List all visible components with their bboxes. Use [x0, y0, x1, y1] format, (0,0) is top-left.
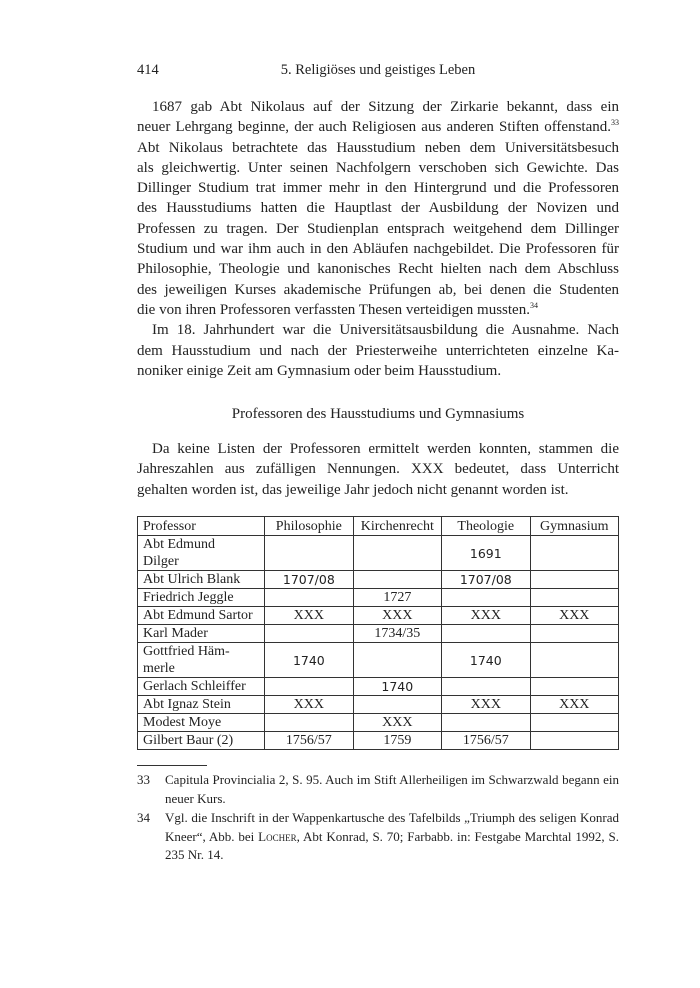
- footnote-number: 33: [137, 772, 150, 787]
- philosophie-cell: [265, 625, 353, 643]
- author-name: Locher: [258, 828, 297, 844]
- page-number: 414: [137, 62, 159, 78]
- text-line: Philosophie, Theologie und kanonisches Recht hielten nach dem Abschluss: [137, 261, 619, 278]
- kirchenrecht-cell: 1759: [353, 732, 441, 750]
- professor-name: Gilbert Baur (2): [138, 732, 265, 750]
- text-line: des Hausstudiums hatten die Hauptlast der Ausbildung der Novizen und: [137, 200, 619, 217]
- gymnasium-cell: [530, 589, 618, 607]
- professor-name: Karl Mader: [138, 625, 265, 643]
- theologie-cell: [442, 589, 530, 607]
- text-line: als gleichwertig. Unter seinen Nachfolgern verschoben sich Gewichte. Das: [137, 159, 619, 176]
- kirchenrecht-cell: [353, 643, 441, 678]
- section-subheading: Professoren des Hausstudiums und Gymnasiums: [231, 406, 525, 422]
- table-body: [138, 536, 619, 750]
- paragraph-2: [137, 320, 619, 381]
- kirchenrecht-cell: [353, 571, 441, 589]
- footnote-33: [137, 771, 619, 808]
- column-header: Gymnasium: [530, 517, 618, 536]
- theologie-cell: XXX: [442, 607, 530, 625]
- philosophie-cell: 1756/57: [265, 732, 353, 750]
- philosophie-cell: [265, 714, 353, 732]
- gymnasium-cell: [530, 714, 618, 732]
- intro-paragraph: [137, 439, 619, 500]
- footnote-ref-33[interactable]: 33: [611, 118, 619, 128]
- table-row: [138, 607, 619, 625]
- body-text: [137, 97, 619, 381]
- philosophie-cell: [265, 589, 353, 607]
- theologie-cell: 1756/57: [442, 732, 530, 750]
- professor-name: Abt Ulrich Blank: [138, 571, 265, 589]
- professor-name: Abt Edmund Dilger: [138, 536, 265, 571]
- text-line: 1687 gab Abt Nikolaus auf der Sitzung der Zirkarie bekannt, dass ein: [152, 99, 619, 115]
- text-line: noniker einige Zeit am Gymnasium oder beim Hausstudium.: [137, 362, 502, 379]
- theologie-cell: [442, 678, 530, 696]
- footnote-ref-34[interactable]: 34: [529, 300, 538, 310]
- professor-name: Gerlach Schleiffer: [138, 678, 265, 696]
- philosophie-cell: 1740: [265, 643, 353, 678]
- text-line: die von ihren Professoren verfassten Thesen verteidigen mussten.$^{34}$: [137, 300, 538, 318]
- gymnasium-cell: [530, 643, 618, 678]
- table-row: [138, 643, 619, 678]
- philosophie-cell: XXX: [265, 696, 353, 714]
- professor-name: Abt Ignaz Stein: [138, 696, 265, 714]
- column-header: Philosophie: [265, 517, 353, 536]
- professor-name: Friedrich Jeggle: [138, 589, 265, 607]
- gymnasium-cell: XXX: [530, 607, 618, 625]
- paragraph-1: [137, 97, 619, 320]
- table-header-row: [138, 517, 619, 536]
- text-line: dem Hausstudium und nach der Priesterweihe unterrichteten einzelne Ka-: [137, 342, 619, 359]
- text-line: Dillinger Studium trat immer mehr in den Hintergrund und die Professoren: [137, 180, 619, 197]
- kirchenrecht-cell: 1740: [353, 678, 441, 696]
- footnotes: [137, 771, 619, 866]
- section-title: 5. Religiöses und geistiges Leben: [280, 62, 476, 78]
- theologie-cell: 1691: [442, 536, 530, 571]
- professor-name: Modest Moye: [138, 714, 265, 732]
- philosophie-cell: XXX: [265, 607, 353, 625]
- theologie-cell: 1707/08: [442, 571, 530, 589]
- professor-name: Abt Edmund Sartor: [138, 607, 265, 625]
- text-line: gehalten worden ist, das jeweilige Jahr jedoch nicht genannt worden ist.: [137, 481, 569, 498]
- footnote-number: 34: [137, 810, 150, 825]
- theologie-cell: [442, 714, 530, 732]
- kirchenrecht-cell: 1734/35: [353, 625, 441, 643]
- gymnasium-cell: [530, 732, 618, 750]
- table-row: [138, 571, 619, 589]
- text-line: Professen zu tragen. Der Studienplan entsprach weitgehend dem Dillinger: [137, 220, 619, 237]
- table-row: [138, 625, 619, 643]
- table-row: [138, 732, 619, 750]
- gymnasium-cell: [530, 571, 618, 589]
- gymnasium-cell: XXX: [530, 696, 618, 714]
- text-line: Abt Nikolaus betrachtete das Hausstudium neben dem Universitätsbesuch: [137, 139, 619, 156]
- professors-table: [137, 516, 619, 750]
- professor-name: Gottfried Häm- merle: [138, 643, 265, 678]
- theologie-cell: XXX: [442, 696, 530, 714]
- philosophie-cell: [265, 678, 353, 696]
- table-row: [138, 536, 619, 571]
- philosophie-cell: [265, 536, 353, 571]
- kirchenrecht-cell: [353, 536, 441, 571]
- footnote-text: Capitula Provincialia 2, S. 95. Auch im Stift Allerheiligen im Schwarzwald begann ein neuer Kurs.: [165, 772, 619, 806]
- footnote-34: [137, 809, 619, 865]
- column-header: Professor: [138, 517, 265, 536]
- theologie-cell: 1740: [442, 643, 530, 678]
- gymnasium-cell: [530, 625, 618, 643]
- footnote-rule: [137, 765, 207, 766]
- kirchenrecht-cell: 1727: [353, 589, 441, 607]
- gymnasium-cell: [530, 678, 618, 696]
- table-row: [138, 714, 619, 732]
- theologie-cell: [442, 625, 530, 643]
- table-intro: [137, 439, 619, 500]
- kirchenrecht-cell: XXX: [353, 607, 441, 625]
- text-line: des jeweiligen Kurses akademische Prüfungen ab, bei denen die Studenten: [137, 281, 619, 298]
- text-line: Jahreszahlen aus zufälligen Nennungen. XXX bedeutet, dass Unterricht: [137, 461, 619, 478]
- table-row: [138, 678, 619, 696]
- kirchenrecht-cell: [353, 696, 441, 714]
- kirchenrecht-cell: XXX: [353, 714, 441, 732]
- table-row: [138, 696, 619, 714]
- gymnasium-cell: [530, 536, 618, 571]
- column-header: Theologie: [442, 517, 530, 536]
- column-header: Kirchenrecht: [353, 517, 441, 536]
- footnote-text: Vgl. die Inschrift in der Wappenkartusche des Tafelbilds „Triumph des seligen Konrad Kneer“, Abb. bei Locher, Abt Konrad, S. 70; Farbabb. in: Festgabe Marchtal 1992, S. 235 Nr. 14.: [165, 810, 619, 862]
- table-row: [138, 589, 619, 607]
- text-line: Studium und war ihm auch in den Abläufen nachgebildet. Die Professoren für: [137, 241, 619, 258]
- text-line: Da keine Listen der Professoren ermittelt werden konnten, stammen die: [152, 441, 619, 457]
- running-head: [137, 62, 619, 82]
- philosophie-cell: 1707/08: [265, 571, 353, 589]
- text-line: Im 18. Jahrhundert war die Universitätsausbildung die Ausnahme. Nach: [152, 322, 619, 339]
- text-line: neuer Lehrgang beginne, der auch Religiosen aus anderen Stiften offenstand.$^{33}$: [137, 118, 619, 136]
